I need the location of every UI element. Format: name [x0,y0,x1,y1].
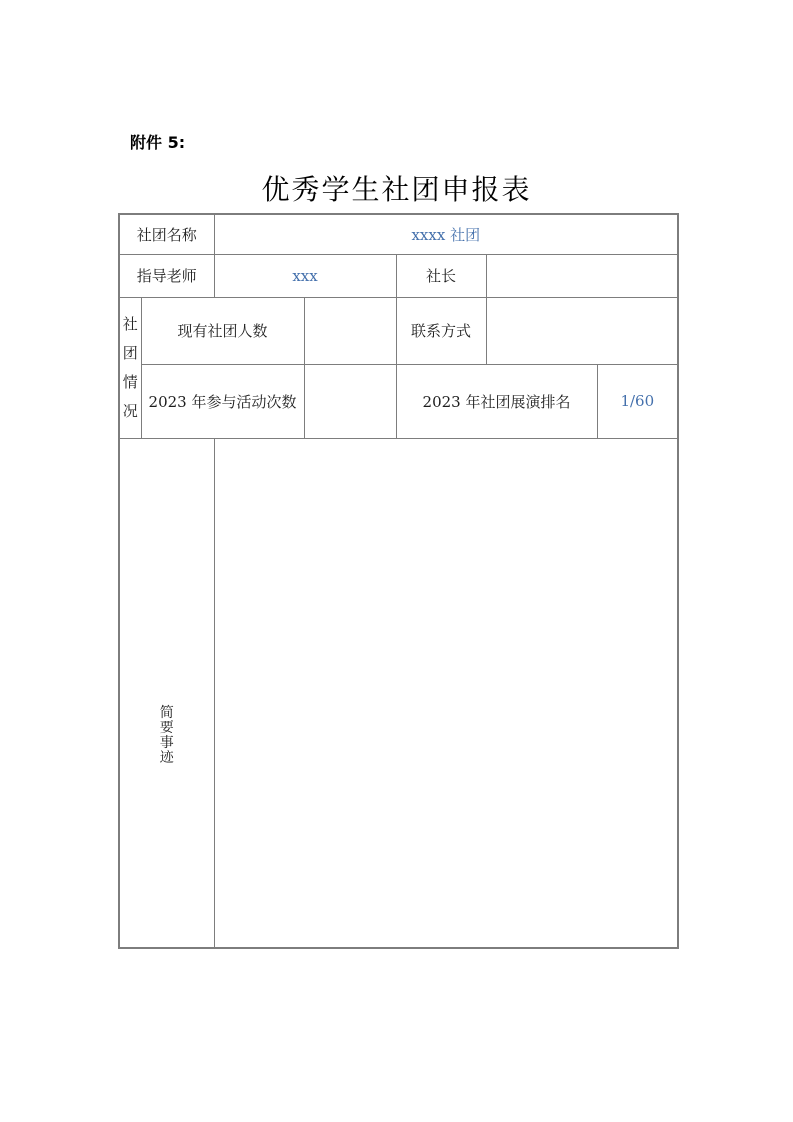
row-advisor-president [119,254,678,297]
activities-2023-value[interactable] [304,364,396,438]
row-club-name [119,214,678,254]
page-title: 优秀学生社团申报表 [261,173,532,206]
row-activities-ranking [119,364,678,438]
brief-deeds-label-cell [119,438,214,948]
contact-label: 联系方式 [396,297,486,364]
ranking-2023-label: 2023 年社团展演排名 [396,364,597,438]
row-brief-deeds [119,438,678,948]
brief-deeds-content[interactable] [214,438,678,948]
president-value[interactable] [486,254,678,297]
ranking-2023-value[interactable]: 1/60 [597,364,678,438]
attachment-label: 附件 5: [130,133,186,152]
president-label: 社长 [396,254,486,297]
member-count-value[interactable] [304,297,396,364]
activities-2023-label: 2023 年参与活动次数 [141,364,304,438]
row-members-contact [119,297,678,364]
member-count-label: 现有社团人数 [141,297,304,364]
application-form-table [118,213,679,949]
club-name-value[interactable]: xxxx 社团 [214,214,678,254]
club-name-label: 社团名称 [119,214,214,254]
contact-value[interactable] [486,297,678,364]
advisor-value[interactable]: xxx [214,254,396,297]
advisor-label: 指导老师 [119,254,214,297]
brief-deeds-label: 简要事迹 [159,704,174,766]
club-info-group-label: 社团情况 [122,314,138,420]
club-info-group-cell [119,297,141,438]
